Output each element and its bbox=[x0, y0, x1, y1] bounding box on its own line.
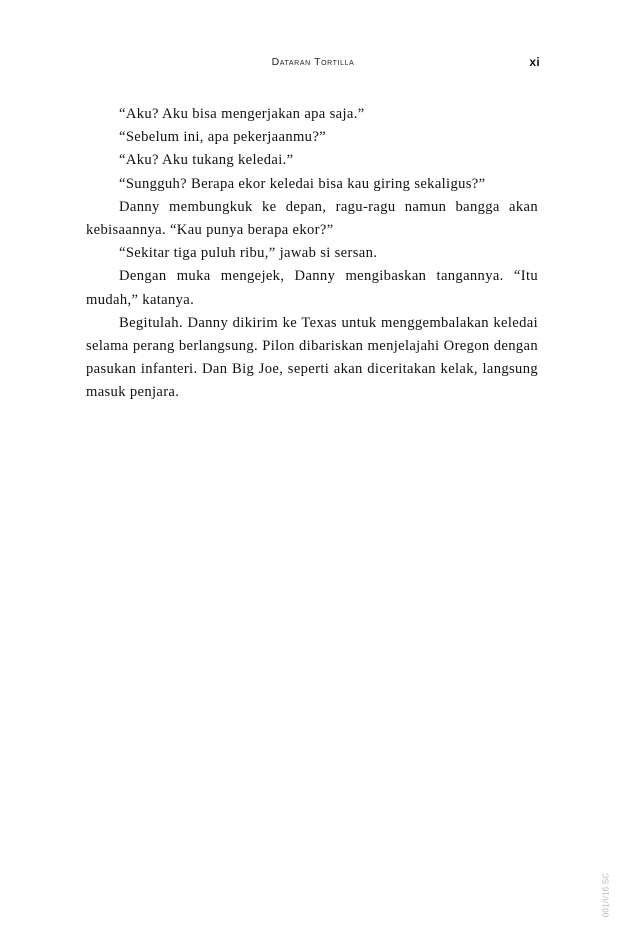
paragraph: “Sungguh? Berapa ekor keledai bisa kau giring sekaligus?” bbox=[119, 175, 486, 192]
paragraph: “Aku? Aku tukang keledai.” bbox=[119, 152, 294, 169]
page-number: xi bbox=[529, 55, 540, 69]
watermark-text: 001/I/16 SC bbox=[601, 872, 611, 918]
print-code-watermark bbox=[599, 865, 613, 925]
paragraph: “Aku? Aku bisa mengerjakan apa saja.” bbox=[119, 106, 365, 122]
body-text bbox=[86, 103, 538, 405]
paragraph: Begitulah. Danny dikirim ke Texas untuk menggembalakan keledai selama perang berlangsung. Pilon dibariskan menjelajahi Oregon dengan pasukan infanteri. Dan Big Joe, seperti akan diceritakan kelak, langsung masuk penjara. bbox=[86, 314, 538, 401]
paragraph: “Sekitar tiga puluh ribu,” jawab si sersan. bbox=[119, 245, 378, 262]
running-head bbox=[0, 56, 617, 72]
book-title: Dataran Tortilla bbox=[271, 56, 355, 68]
paragraph: Dengan muka mengejek, Danny mengibaskan tangannya. “Itu mudah,” katanya. bbox=[86, 268, 538, 308]
paragraph: Danny membungkuk ke depan, ragu-ragu namun bangga akan kebisaannya. “Kau punya berapa ekor?” bbox=[86, 198, 538, 239]
paragraph: “Sebelum ini, apa pekerjaanmu?” bbox=[119, 129, 326, 146]
